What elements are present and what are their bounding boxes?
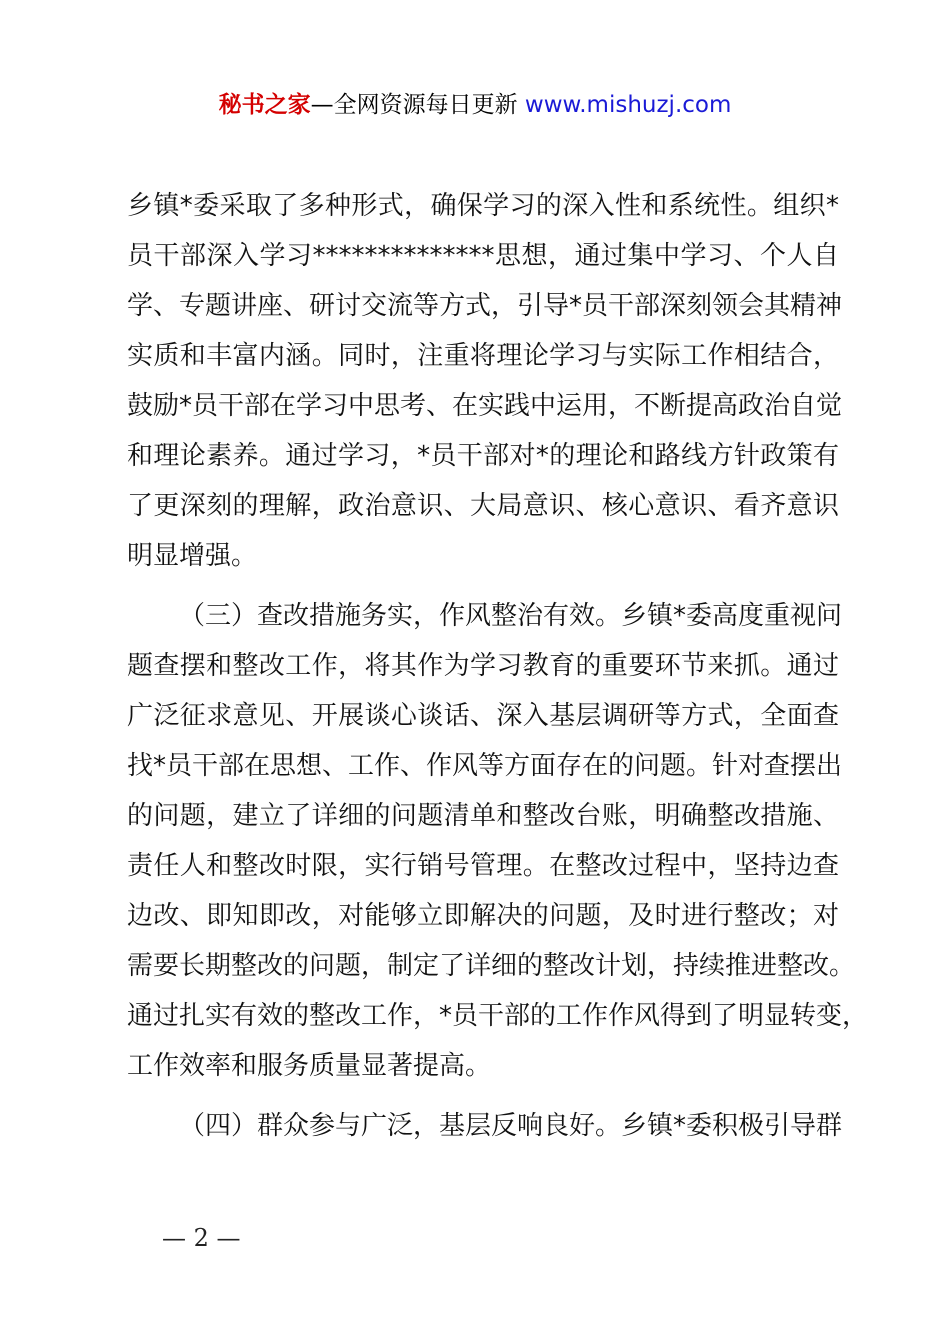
text-line: 明显增强。 [127, 541, 258, 571]
text-line: 鼓励*员干部在学习中思考、在实践中运用，不断提高政治自觉 [127, 391, 843, 421]
text-line: 学、专题讲座、研讨交流等方式，引导*员干部深刻领会其精神 [127, 291, 843, 321]
site-url-link[interactable]: www.mishuzj.com [524, 92, 732, 118]
text-line: 题查摆和整改工作，将其作为学习教育的重要环节来抓。通过 [127, 651, 839, 681]
text-line: 乡镇*委采取了多种形式，确保学习的深入性和系统性。组织* [127, 191, 839, 221]
header-tagline: —全网资源每日更新 [310, 92, 525, 118]
paragraph-rectification [127, 591, 869, 1091]
text-line: 员干部深入学习**************思想，通过集中学习、个人自 [127, 241, 839, 271]
text-line: 实质和丰富内涵。同时，注重将理论学习与实际工作相结合， [127, 341, 839, 371]
text-line: 广泛征求意见、开展谈心谈话、深入基层调研等方式，全面查 [127, 701, 839, 731]
paragraph-masses [127, 1101, 843, 1151]
text-line: 需要长期整改的问题，制定了详细的整改计划，持续推进整改。 [127, 951, 856, 981]
text-line: （三）查改措施务实，作风整治有效。乡镇*委高度重视问 [179, 601, 843, 631]
text-line: 和理论素养。通过学习，*员干部对*的理论和路线方针政策有 [127, 441, 839, 471]
text-line: 的问题，建立了详细的问题清单和整改台账，明确整改措施、 [127, 801, 839, 831]
brand-name: 秘书之家 [218, 92, 311, 118]
text-line: 责任人和整改时限，实行销号管理。在整改过程中，坚持边查 [127, 851, 839, 881]
document-body [127, 181, 869, 1151]
page-number: — 2 — [162, 1224, 241, 1252]
text-line: 工作效率和服务质量显著提高。 [127, 1051, 492, 1081]
text-line: 边改、即知即改，对能够立即解决的问题，及时进行整改；对 [127, 901, 839, 931]
paragraph-study [127, 181, 843, 581]
text-line: （四）群众参与广泛，基层反响良好。乡镇*委积极引导群 [179, 1111, 843, 1141]
text-line: 通过扎实有效的整改工作，*员干部的工作作风得到了明显转变， [127, 1001, 869, 1031]
header-banner [0, 88, 950, 122]
text-line: 找*员干部在思想、工作、作风等方面存在的问题。针对查摆出 [127, 751, 843, 781]
text-line: 了更深刻的理解，政治意识、大局意识、核心意识、看齐意识 [127, 491, 839, 521]
